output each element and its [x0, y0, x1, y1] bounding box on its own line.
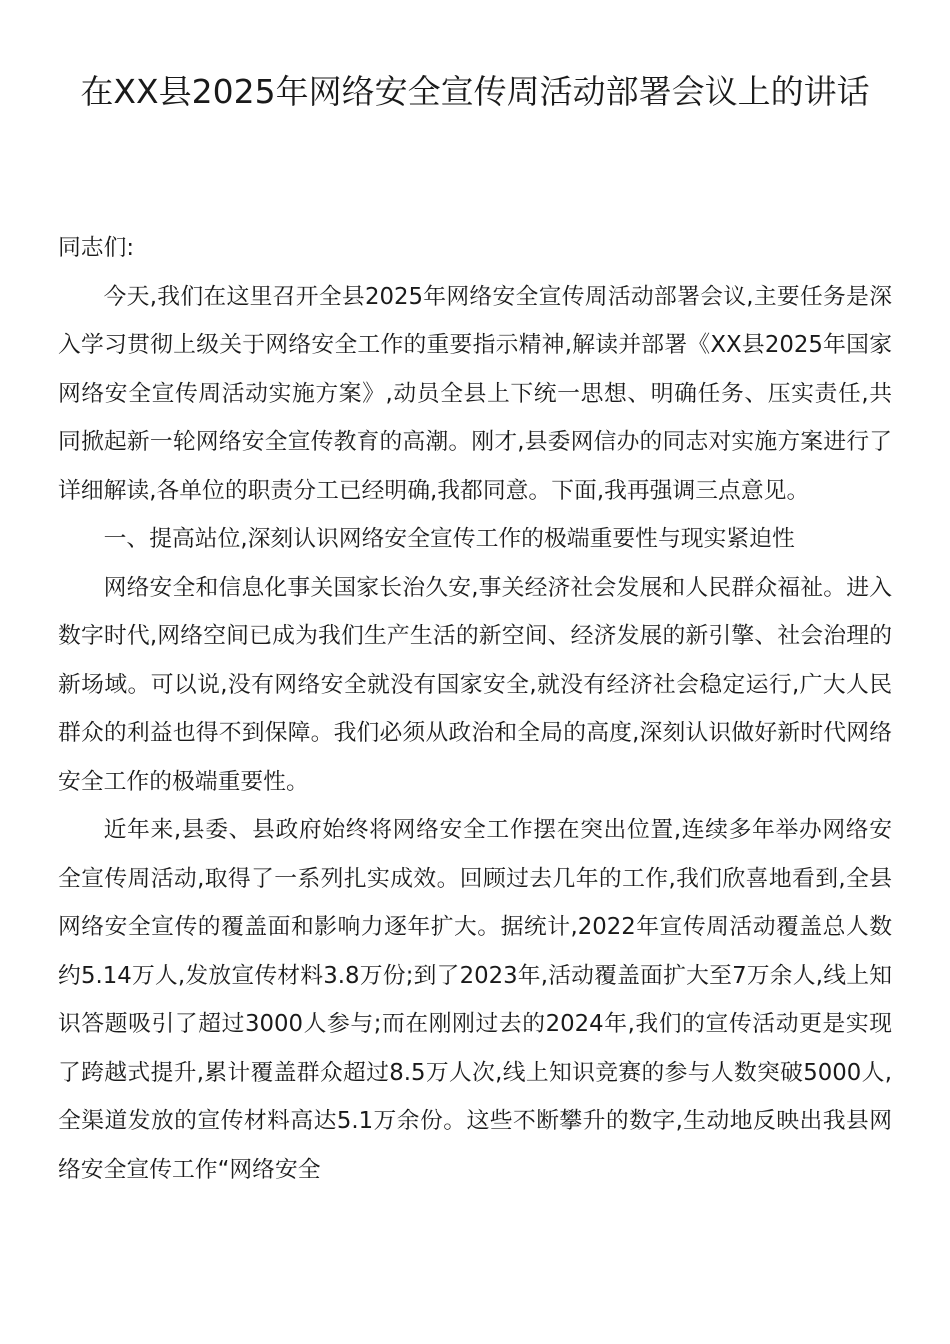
paragraph-achievements: 近年来,县委、县政府始终将网络安全工作摆在突出位置,连续多年举办网络安全宣传周活动,取得了一系列扎实成效。回顾过去几年的工作,我们欣喜地看到,全县网络安全宣传的覆盖面和影响力逐年扩大。据统计,2022年宣传周活动覆盖总人数约5.14万人,发放宣传材料3.8万份;到了2023年,活动覆盖面扩大至7万余人,线上知识答题吸引了超过3000人参与;而在刚刚过去的2024年,我们的宣传活动更是实现了跨越式提升,累计覆盖群众超过8.5万人次,线上知识竞赛的参与人数突破5000人,全渠道发放的宣传材料高达5.1万余份。这些不断攀升的数字,生动地反映出我县网络安全宣传工作“网络安全 — [58, 817, 892, 1183]
salutation: 同志们: — [58, 235, 135, 261]
paragraph-opening: 今天,我们在这里召开全县2025年网络安全宣传周活动部署会议,主要任务是深入学习贯彻上级关于网络安全工作的重要指示精神,解读并部署《XX县2025年国家网络安全宣传周活动实施方案》,动员全县上下统一思想、明确任务、压实责任,共同掀起新一轮网络安全宣传教育的高潮。刚才,县委网信办的同志对实施方案进行了详细解读,各单位的职责分工已经明确,我都同意。下面,我再强调三点意见。 — [58, 283, 892, 504]
document-title: 在XX县2025年网络安全宣传周活动部署会议上的讲话 — [80, 72, 870, 111]
paragraph-importance: 网络安全和信息化事关国家长治久安,事关经济社会发展和人民群众福祉。进入数字时代,网络空间已成为我们生产生活的新空间、经济发展的新引擎、社会治理的新场域。可以说,没有网络安全就没有国家安全,就没有经济社会稳定运行,广大人民群众的利益也得不到保障。我们必须从政治和全局的高度,深刻认识做好新时代网络安全工作的极端重要性。 — [58, 574, 892, 795]
section-heading-1: 一、提高站位,深刻认识网络安全宣传工作的极端重要性与现实紧迫性 — [103, 526, 795, 552]
document-body — [58, 224, 892, 1194]
